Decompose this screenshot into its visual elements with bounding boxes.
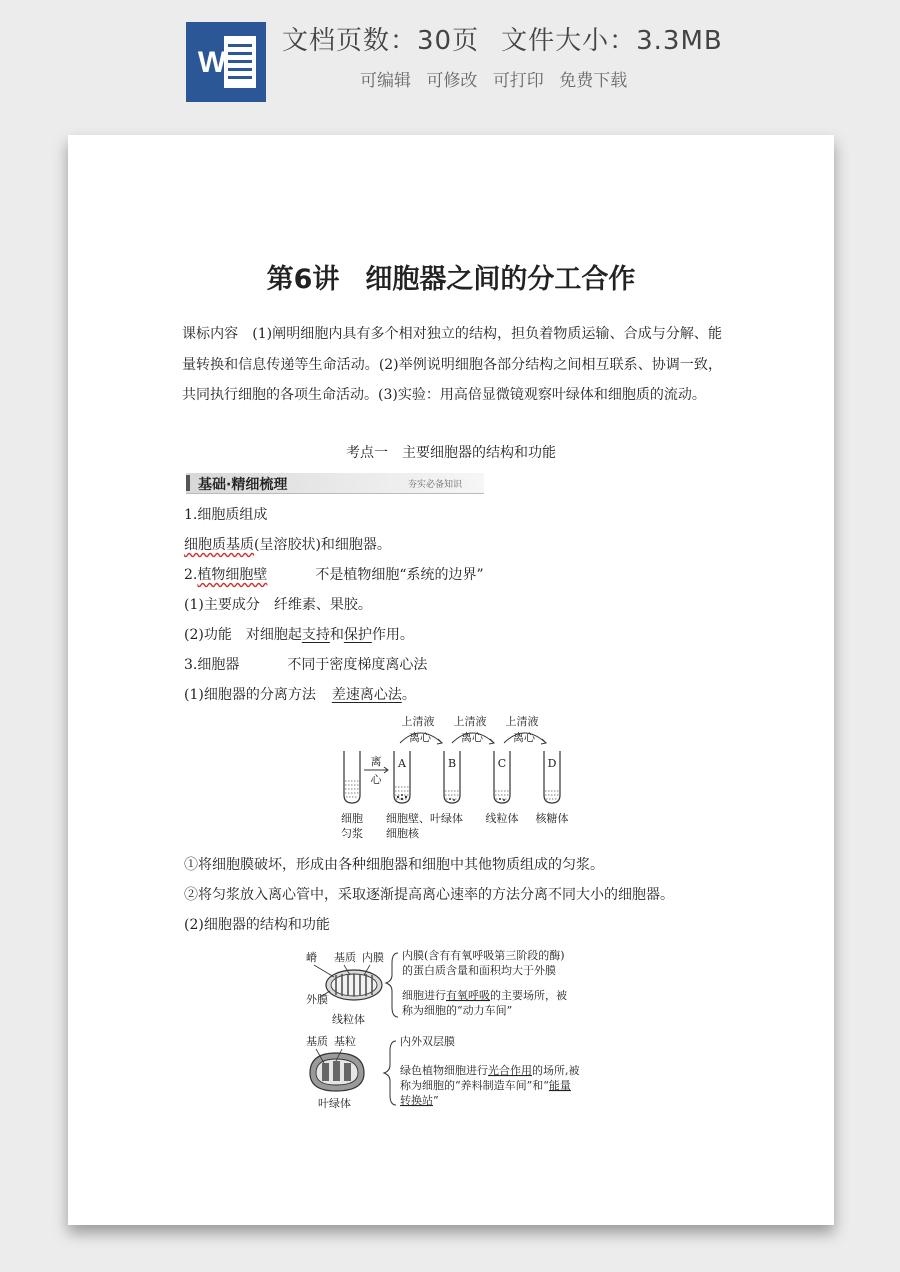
banner-bar bbox=[186, 475, 190, 491]
chloroplast-drawing bbox=[310, 1049, 364, 1091]
cytosol-term: 细胞质基质 bbox=[184, 537, 254, 553]
organelles-label: 3.细胞器 bbox=[184, 657, 240, 673]
lesson-title bbox=[68, 257, 834, 296]
function-support: 支持 bbox=[301, 627, 330, 643]
item-function bbox=[184, 624, 414, 644]
chloro-desc1: 内外双层膜 bbox=[400, 1035, 455, 1048]
centrifuge-label-2: 离心 bbox=[461, 731, 483, 744]
product-d-label: 核糖体 bbox=[535, 812, 569, 825]
tube-b-label: B bbox=[447, 757, 457, 770]
step-2: ②将匀浆放入离心管中，采取逐渐提高离心速率的方法分离不同大小的细胞器。 bbox=[184, 887, 674, 903]
item-organelles bbox=[184, 654, 427, 674]
word-doc-icon bbox=[186, 22, 266, 102]
item-components bbox=[184, 594, 372, 614]
mito-desc1-line2: 的蛋白质含量和面积均大于外膜 bbox=[402, 964, 556, 977]
centrifuge-label-3: 离心 bbox=[513, 731, 535, 744]
supernatant-label-2: 上清液 bbox=[453, 715, 487, 728]
step-1: ①将细胞膜破坏，形成由各种细胞器和细胞中其他物质组成的匀浆。 bbox=[184, 857, 604, 873]
separation-label: (1)细胞器的分离方法 bbox=[184, 687, 316, 703]
grana-label: 基粒 bbox=[334, 1035, 356, 1048]
centrifuge-char-2: 心 bbox=[370, 773, 382, 786]
header-title bbox=[282, 20, 745, 57]
feature-list bbox=[360, 66, 637, 91]
homogenate-tube bbox=[344, 751, 360, 803]
item-structure-function: (2)细胞器的结构和功能 bbox=[184, 917, 330, 933]
matrix-label: 基质 bbox=[334, 951, 356, 964]
components-label: (1)主要成分 bbox=[184, 597, 260, 613]
header-banner bbox=[0, 0, 900, 120]
mitochondrion-drawing bbox=[314, 965, 382, 1000]
cytosol-desc: (呈溶胶状)和细胞器。 bbox=[254, 537, 391, 553]
centrifuge-label-1: 离心 bbox=[409, 731, 431, 744]
separation-method: 差速离心法 bbox=[331, 687, 402, 703]
supernatant-label-3: 上清液 bbox=[505, 715, 539, 728]
mito-desc2-line2: 称为细胞的“动力车间” bbox=[402, 1004, 513, 1017]
homogenate-label-2: 匀浆 bbox=[341, 827, 363, 840]
banner-sub-label: 夯实必备知识 bbox=[407, 480, 462, 490]
feature-free-download: 免费下载 bbox=[559, 71, 628, 91]
inner-membrane-label: 内膜 bbox=[362, 951, 384, 964]
chloroplast-name: 叶绿体 bbox=[318, 1097, 351, 1110]
lesson-number: 第6讲 bbox=[266, 264, 340, 295]
page-count: 文档页数：30页 bbox=[282, 26, 480, 56]
mitochondrion-name: 线粒体 bbox=[332, 1013, 365, 1026]
chloro-desc2-line2: 称为细胞的“养料制造车间”和“能量 bbox=[400, 1079, 571, 1092]
mito-desc1-line1: 内膜(含有有氧呼吸第三阶段的酶) bbox=[402, 949, 565, 962]
feature-editable: 可编辑 bbox=[360, 71, 411, 91]
cell-wall-num: 2. bbox=[184, 567, 198, 583]
function-end: 作用。 bbox=[371, 627, 414, 643]
mito-desc2-line1: 细胞进行有氧呼吸的主要场所，被 bbox=[402, 989, 567, 1002]
function-and: 和 bbox=[329, 627, 344, 643]
chloro-desc2-line1: 绿色植物细胞进行光合作用的场所,被 bbox=[400, 1064, 580, 1077]
item-cytosol bbox=[184, 534, 391, 554]
product-a-label: 细胞壁、叶绿体 bbox=[386, 812, 463, 825]
outer-membrane-label: 外膜 bbox=[306, 993, 328, 1006]
item-cytoplasm: 1.细胞质组成 bbox=[184, 507, 268, 523]
chloro-desc2-line3: 转换站” bbox=[400, 1094, 439, 1107]
feature-modifiable: 可修改 bbox=[426, 71, 478, 91]
supernatant-label-1: 上清液 bbox=[401, 715, 435, 728]
cell-wall-note: 不是植物细胞“系统的边界” bbox=[315, 567, 484, 583]
tube-d-label: D bbox=[547, 757, 557, 770]
svg-text:W: W bbox=[197, 46, 227, 79]
function-label: (2)功能 对细胞起 bbox=[184, 627, 302, 643]
curriculum-text: (1)阐明细胞内具有多个相对独立的结构，担负着物质运输、合成与分解、能量转换和信息传递等生命活动。(2)举例说明细胞各部分结构之间相互联系、协调一致，共同执行细胞的各项生命活动。(3)实验：用高倍显微镜观察叶绿体和细胞质的流动。 bbox=[182, 326, 722, 403]
components-value: 纤维素、果胶。 bbox=[273, 597, 372, 613]
item-separation bbox=[184, 684, 416, 704]
section-title: 考点一 主要细胞器的结构和功能 bbox=[346, 445, 556, 461]
section-banner bbox=[186, 473, 484, 494]
separation-end: 。 bbox=[401, 687, 416, 703]
tube-a-label: A bbox=[398, 757, 406, 770]
cristae-label: 嵴 bbox=[306, 951, 317, 964]
file-size: 文件大小：3.3MB bbox=[501, 26, 723, 56]
centrifugation-figure bbox=[330, 709, 570, 841]
document-page bbox=[68, 135, 834, 1225]
stroma-label: 基质 bbox=[306, 1035, 328, 1048]
mito-brace bbox=[386, 953, 398, 1017]
feature-printable: 可打印 bbox=[492, 71, 544, 91]
product-a2-label: 细胞核 bbox=[386, 827, 419, 840]
function-protect: 保护 bbox=[343, 627, 372, 643]
item-cell-wall bbox=[184, 564, 484, 584]
curriculum-label: 课标内容 bbox=[182, 326, 239, 342]
homogenate-label-1: 细胞 bbox=[341, 812, 363, 825]
lesson-name: 细胞器之间的分工合作 bbox=[365, 264, 636, 295]
organelles-note: 不同于密度梯度离心法 bbox=[287, 657, 428, 673]
banner-main-label: 基础·精细梳理 bbox=[198, 477, 288, 493]
curriculum-paragraph bbox=[182, 319, 722, 411]
tube-c-label: C bbox=[497, 757, 507, 770]
centrifuge-char-1: 离 bbox=[370, 755, 382, 768]
chloro-brace bbox=[384, 1041, 396, 1105]
organelle-figure bbox=[306, 945, 606, 1123]
cell-wall-term: 植物细胞壁 bbox=[197, 567, 268, 583]
product-c-label: 线粒体 bbox=[485, 812, 519, 825]
